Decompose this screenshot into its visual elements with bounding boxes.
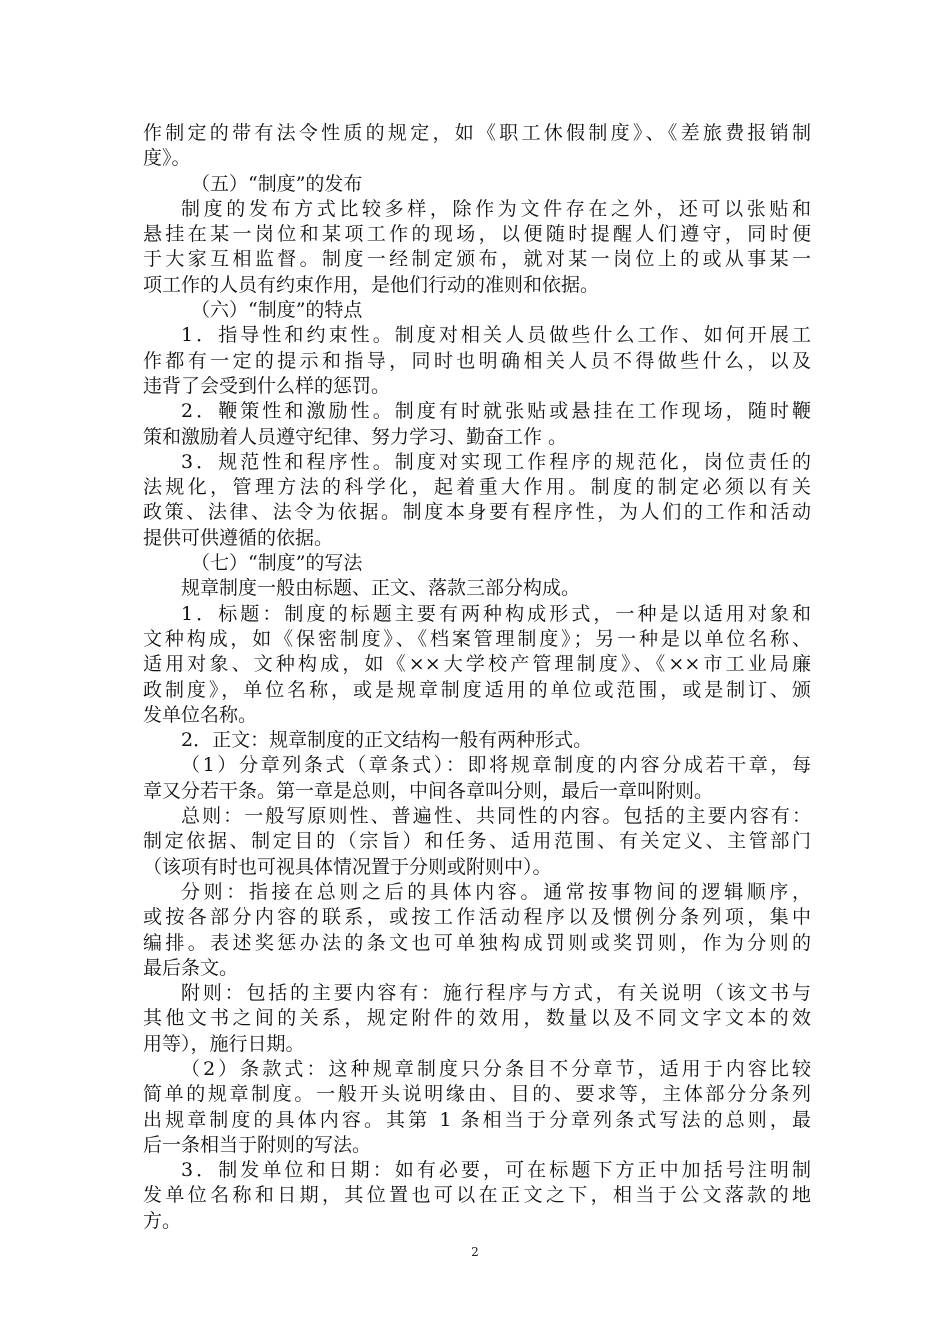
- text-line: （七）“制度”的写法: [191, 552, 363, 575]
- text-line: 章又分若干条。第一章是总则，中间各章叫分则，最后一章叫附则。: [143, 779, 714, 802]
- text-line: 提供可供遵循的依据。: [143, 526, 334, 549]
- text-line: 1．指导性和约束性。制度对相关人员做些什么工作、如何开展工: [181, 324, 811, 347]
- text-line: 政制度》，单位名称，或是规章制度适用的单位或范围，或是制订、颁: [143, 678, 811, 701]
- text-line: （该项有时也可视具体情况置于分则或附则中）。: [143, 855, 552, 878]
- text-line: 其他文书之间的关系，规定附件的效用，数量以及不同文字文本的效: [143, 1007, 811, 1030]
- text-line: 作制定的带有法令性质的规定，如《职工休假制度》、《差旅费报销制: [143, 122, 811, 144]
- text-line: 策和激励着人员遵守纪律、努力学习、勤奋工作 。: [143, 425, 568, 448]
- text-line: 政策、法律、法令为依据。制度本身要有程序性，为人们的工作和活动: [143, 501, 811, 524]
- text-line: 文种构成，如《保密制度》、《档案管理制度》；另一种是以单位名称、: [143, 627, 811, 650]
- text-line: （2）条款式：这种规章制度只分条目不分章节，适用于内容比较: [181, 1057, 811, 1080]
- text-line: 发单位名称。: [143, 703, 258, 726]
- text-line: 于大家互相监督。制度一经制定颁布，就对某一岗位上的或从事某一: [143, 248, 811, 271]
- text-line: （六）“制度”的特点: [191, 299, 363, 322]
- text-line: 或按各部分内容的联系，或按工作活动程序以及惯例分条列项，集中: [143, 906, 811, 929]
- text-line: 附则：包括的主要内容有：施行程序与方式，有关说明（该文书与: [181, 982, 811, 1005]
- text-line: 规章制度一般由标题、正文、落款三部分构成。: [181, 577, 581, 600]
- text-line: 2．正文：规章制度的正文结构一般有两种形式。: [181, 729, 593, 752]
- text-line: 方。: [143, 1209, 182, 1232]
- text-line: 制定依据、制定目的（宗旨）和任务、适用范围、有关定义、主管部门: [143, 830, 811, 853]
- text-line: 出规章制度的具体内容。其第 1 条相当于分章列条式写法的总则，最: [143, 1108, 811, 1131]
- text-line: 3．制发单位和日期：如有必要，可在标题下方正中加括号注明制: [181, 1159, 811, 1182]
- text-line: 1．标题：制度的标题主要有两种构成形式，一种是以适用对象和: [181, 602, 811, 625]
- text-line: 用等），施行日期。: [143, 1032, 305, 1055]
- text-line: 项工作的人员有约束作用，是他们行动的准则和依据。: [143, 273, 600, 296]
- text-line: 度》。: [143, 147, 191, 170]
- text-line: 发单位名称和日期，其位置也可以在正文之下，相当于公文落款的地: [143, 1184, 811, 1207]
- text-line: 适用对象、文种构成，如《××大学校产管理制度》、《××市工业局廉: [143, 653, 811, 676]
- text-line: 简单的规章制度。一般开头说明缘由、目的、要求等，主体部分分条列: [143, 1083, 811, 1106]
- text-line: 总则：一般写原则性、普遍性、共同性的内容。包括的主要内容有：: [181, 805, 811, 828]
- text-line: （1）分章列条式（章条式）：即将规章制度的内容分成若干章，每: [181, 754, 811, 777]
- page-number: 2: [471, 1245, 479, 1259]
- text-line: （五）“制度”的发布: [191, 172, 363, 195]
- text-line: 作都有一定的提示和指导，同时也明确相关人员不得做些什么，以及: [143, 349, 811, 372]
- text-line: 最后条文。: [143, 956, 239, 979]
- text-line: 分则：指接在总则之后的具体内容。通常按事物间的逻辑顺序，: [181, 880, 811, 903]
- text-line: 违背了会受到什么样的惩罚。: [143, 374, 391, 397]
- text-line: 制度的发布方式比较多样，除作为文件存在之外，还可以张贴和: [181, 197, 811, 220]
- text-line: 2．鞭策性和激励性。制度有时就张贴或悬挂在工作现场，随时鞭: [181, 400, 811, 423]
- text-line: 3．规范性和程序性。制度对实现工作程序的规范化，岗位责任的: [181, 450, 811, 473]
- text-line: 悬挂在某一岗位和某项工作的现场，以便随时提醒人们遵守，同时便: [143, 223, 811, 246]
- document-body: [143, 121, 811, 1234]
- text-line: 编排。表述奖惩办法的条文也可单独构成罚则或奖罚则，作为分则的: [143, 931, 811, 954]
- text-line: 后一条相当于附则的写法。: [143, 1133, 372, 1156]
- text-line: 法规化，管理方法的科学化，起着重大作用。制度的制定必须以有关: [143, 476, 811, 499]
